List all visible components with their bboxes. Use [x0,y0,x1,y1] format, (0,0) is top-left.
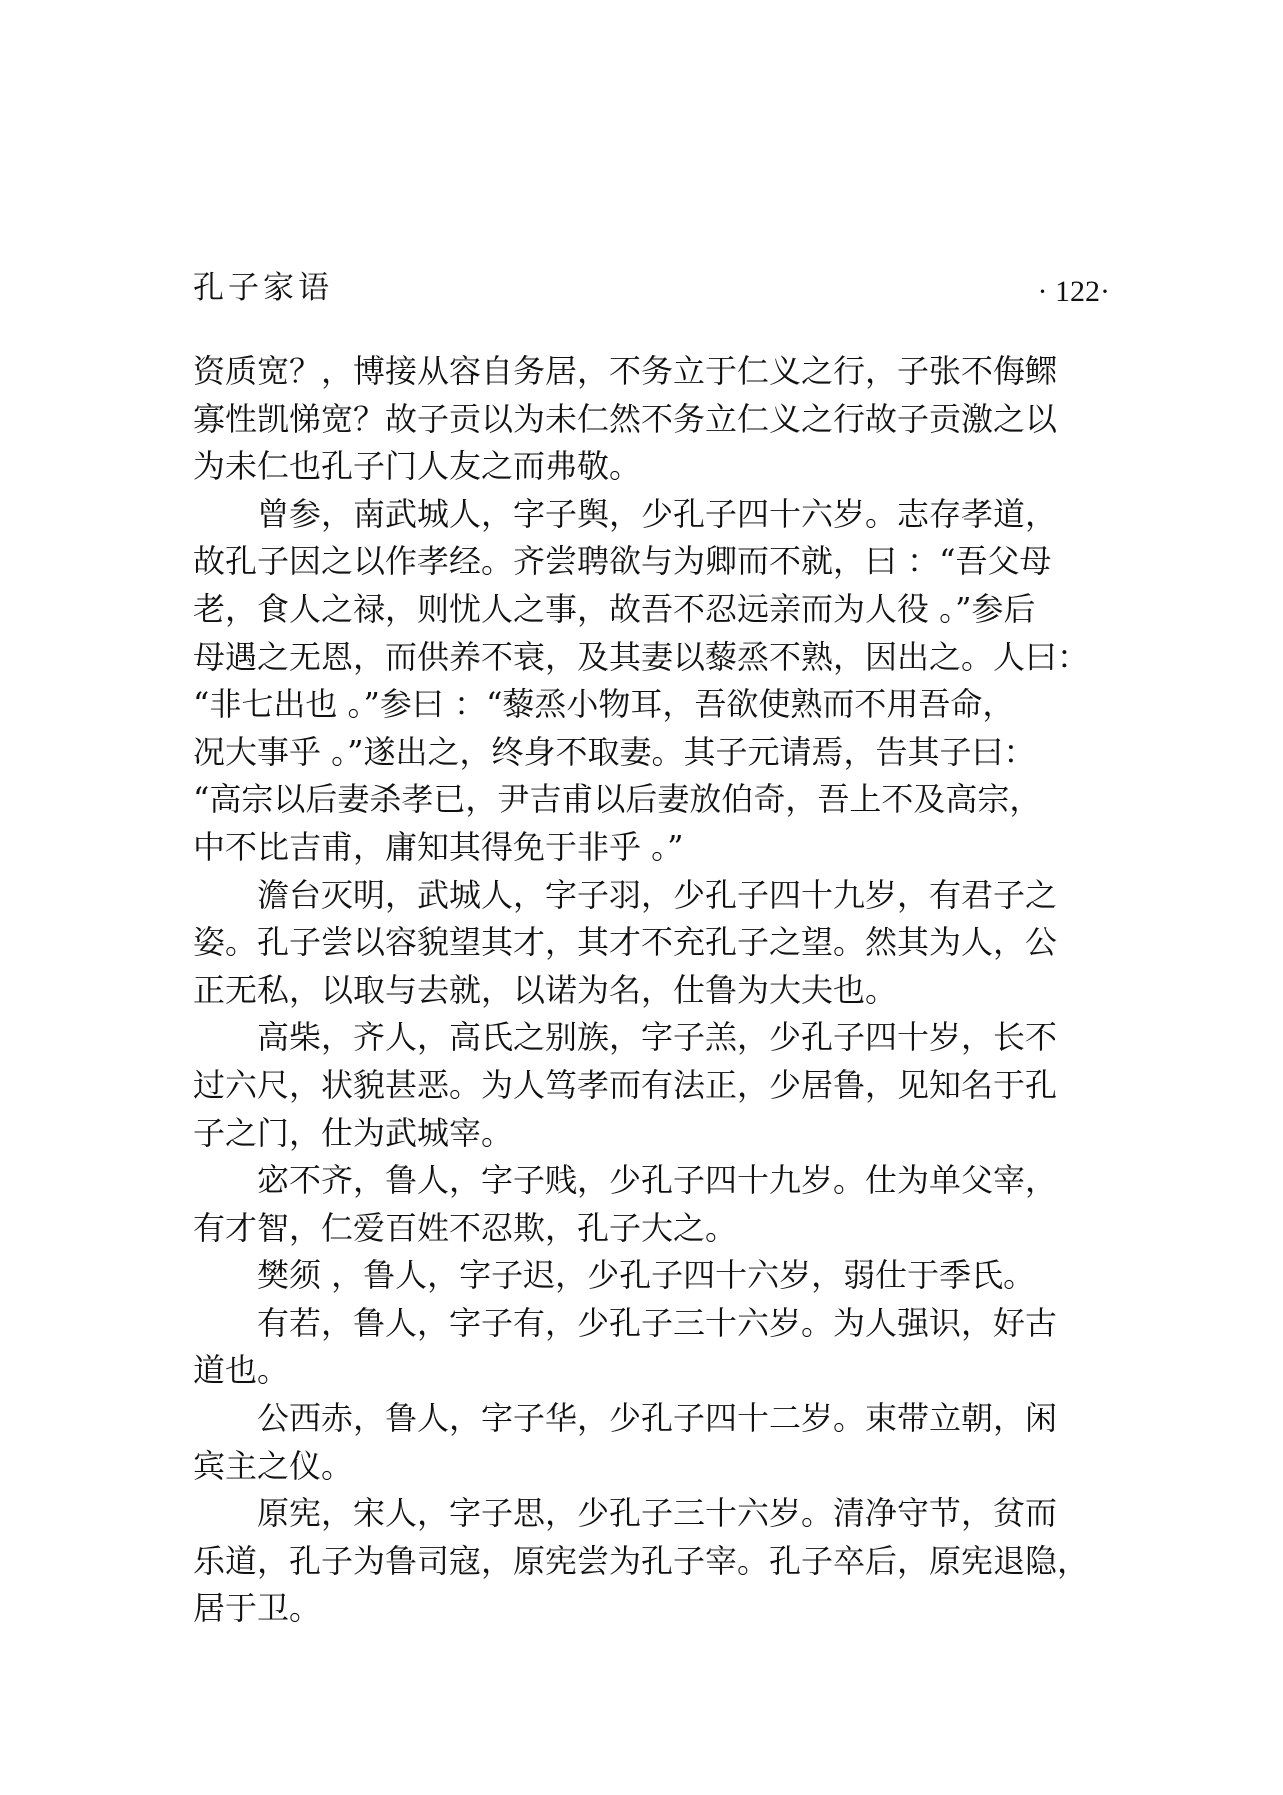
text-line: “非七出也 。”参曰 ：“藜烝小物耳，吾欲使熟而不用吾命， [193,685,1015,724]
text-line: 寡性凯悌宽？故子贡以为未仁然不务立仁义之行故子贡激之以 [193,399,1058,438]
text-line: “高宗以后妻杀孝已，尹吉甫以后妻放伯奇，吾上不及高宗， [193,780,1042,819]
text-line: 母遇之无恩，而供养不衰，及其妻以藜烝不熟，因出之。人曰： [193,637,1090,676]
text-line: 道也。 [193,1351,290,1390]
text-line: 正无私，以取与去就，以诺为名，仕鲁为大夫也。 [193,970,898,1009]
text-line: 况大事乎 。”遂出之，终身不取妻。其子元请焉，告其子曰： [193,732,1036,771]
text-line: 曾参，南武城人，字子舆，少孔子四十六岁。志存孝道， [193,494,1058,533]
text-line: 过六尺，状貌甚恶。为人笃孝而有法正，少居鲁，见知名于孔 [193,1065,1058,1104]
text-line: 为未仁也孔子门人友之而弗敬。 [193,447,642,486]
text-line: 高柴，齐人，高氏之别族，字子羔，少孔子四十岁，长不 [193,1018,1058,1057]
text-line: 故孔子因之以作孝经。齐尝聘欲与为卿而不就，曰 ：“吾父母 [193,542,1052,581]
text-line: 公西赤，鲁人，字子华，少孔子四十二岁。束带立朝，闲 [193,1399,1058,1438]
text-line: 乐道，孔子为鲁司寇，原宪尝为孔子宰。孔子卒后，原宪退隐， [193,1541,1090,1580]
text-line: 宾主之仪。 [193,1446,354,1485]
text-line: 中不比吉甫，庸知其得免于非乎 。” [193,827,684,866]
text-line: 姿。孔子尝以容貌望其才，其才不充孔子之望。然其为人，公 [193,923,1058,962]
text-line: 有若，鲁人，字子有，少孔子三十六岁。为人强识，好古 [193,1303,1058,1342]
body-text [193,348,1113,1633]
text-line: 樊须 ，鲁人，字子迟，少孔子四十六岁，弱仕于季氏。 [193,1256,1036,1295]
text-line: 老，食人之禄，则忧人之事，故吾不忍远亲而为人役 。”参后 [193,589,1036,628]
text-line: 子之门，仕为武城宰。 [193,1113,514,1152]
text-line: 宓不齐，鲁人，字子贱，少孔子四十九岁。仕为单父宰， [193,1161,1058,1200]
page-number: · 122· [1037,275,1110,308]
running-title: 孔子家语 [193,270,333,306]
text-line: 原宪，宋人，字子思，少孔子三十六岁。清净守节，贫而 [193,1494,1058,1533]
text-line: 资质宽？，博接从容自务居，不务立于仁义之行，子张不侮鳏 [193,352,1058,390]
text-line: 澹台灭明，武城人，字子羽，少孔子四十九岁，有君子之 [193,875,1058,914]
text-line: 居于卫。 [193,1589,322,1628]
text-line: 有才智，仁爱百姓不忍欺，孔子大之。 [193,1208,738,1247]
